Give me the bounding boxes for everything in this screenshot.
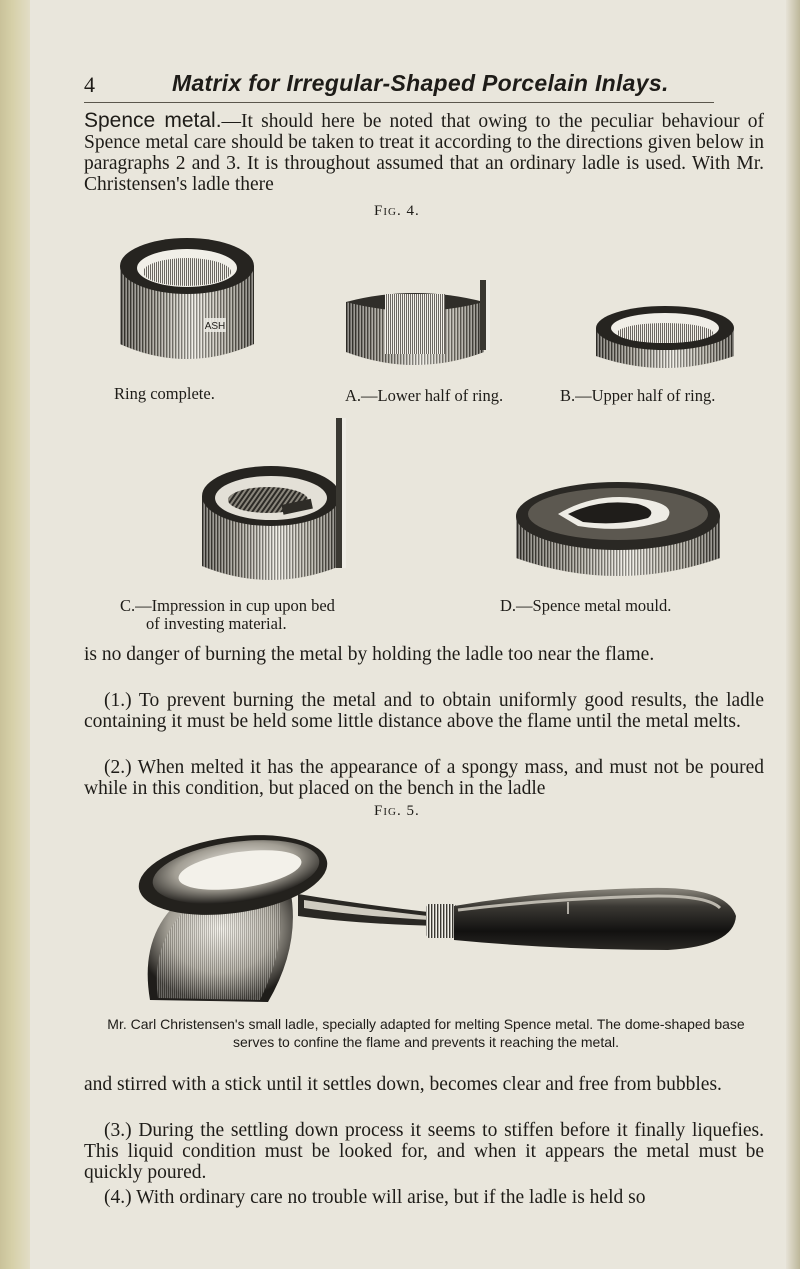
paragraph-step-1: (1.) To prevent burning the metal and to obtain uniformly good results, the ladle containing it must be held some little distance above the flame until the metal melts. xyxy=(84,690,764,732)
fig4-label: Fig. 4. xyxy=(374,203,420,219)
fig5-label: Fig. 5. xyxy=(374,803,420,819)
lower-half-ring-illustration xyxy=(340,280,500,380)
paragraph-stirred: and stirred with a stick until it settles down, becomes clear and free from bubbles. xyxy=(84,1074,722,1095)
spence-metal-heading: Spence metal. xyxy=(84,109,222,132)
paragraph-step-4: (4.) With ordinary care no trouble will arise, but if the ladle is held so xyxy=(104,1187,646,1208)
header-rule xyxy=(84,102,714,103)
page-number: 4 xyxy=(84,72,95,97)
fig5-caption: Mr. Carl Christensen's small ladle, specially adapted for melting Spence metal. The dome-shaped base serves to confine the flame and prevents it reaching the metal. xyxy=(107,1016,745,1050)
caption-impression-line2: of investing material. xyxy=(146,614,287,633)
running-title: Matrix for Irregular-Shaped Porcelain Inlays. xyxy=(172,70,669,96)
ring-complete-illustration xyxy=(112,226,262,376)
christensen-ladle-illustration xyxy=(128,820,740,1010)
ash-stamp: ASH xyxy=(204,321,226,332)
paragraph-no-danger: is no danger of burning the metal by holding the ladle too near the flame. xyxy=(84,644,655,665)
paragraph-step-2: (2.) When melted it has the appearance of a spongy mass, and must not be poured while in this condition, but placed on the bench in the ladle xyxy=(84,757,764,799)
paragraph-spence-metal xyxy=(84,110,764,195)
caption-ring-complete: Ring complete. xyxy=(114,384,215,403)
caption-upper-half: B.—Upper half of ring. xyxy=(560,386,716,405)
caption-spence-mould: D.—Spence metal mould. xyxy=(500,596,672,615)
upper-half-ring-illustration xyxy=(590,300,740,380)
paragraph-step-3: (3.) During the settling down process it seems to stiffen before it finally liquefies. This liquid condition must be looked for, and when it appears the metal must be quickly poured. xyxy=(84,1120,764,1183)
caption-impression-line1: C.—Impression in cup upon bed xyxy=(120,596,335,615)
page-edge-right xyxy=(786,0,800,1269)
page-edge-left xyxy=(0,0,30,1269)
impression-cup-illustration xyxy=(196,416,356,596)
spence-metal-mould-illustration xyxy=(508,476,728,591)
paragraph-spence-metal-text: —It should here be noted that owing to the peculiar behaviour of Spence metal care should be taken to treat it according to the directions given below in paragraphs 2 and 3. It is throughout assumed that an ordinary ladle is used. With Mr. Christensen's ladle there xyxy=(84,111,764,195)
caption-lower-half: A.—Lower half of ring. xyxy=(345,386,504,405)
